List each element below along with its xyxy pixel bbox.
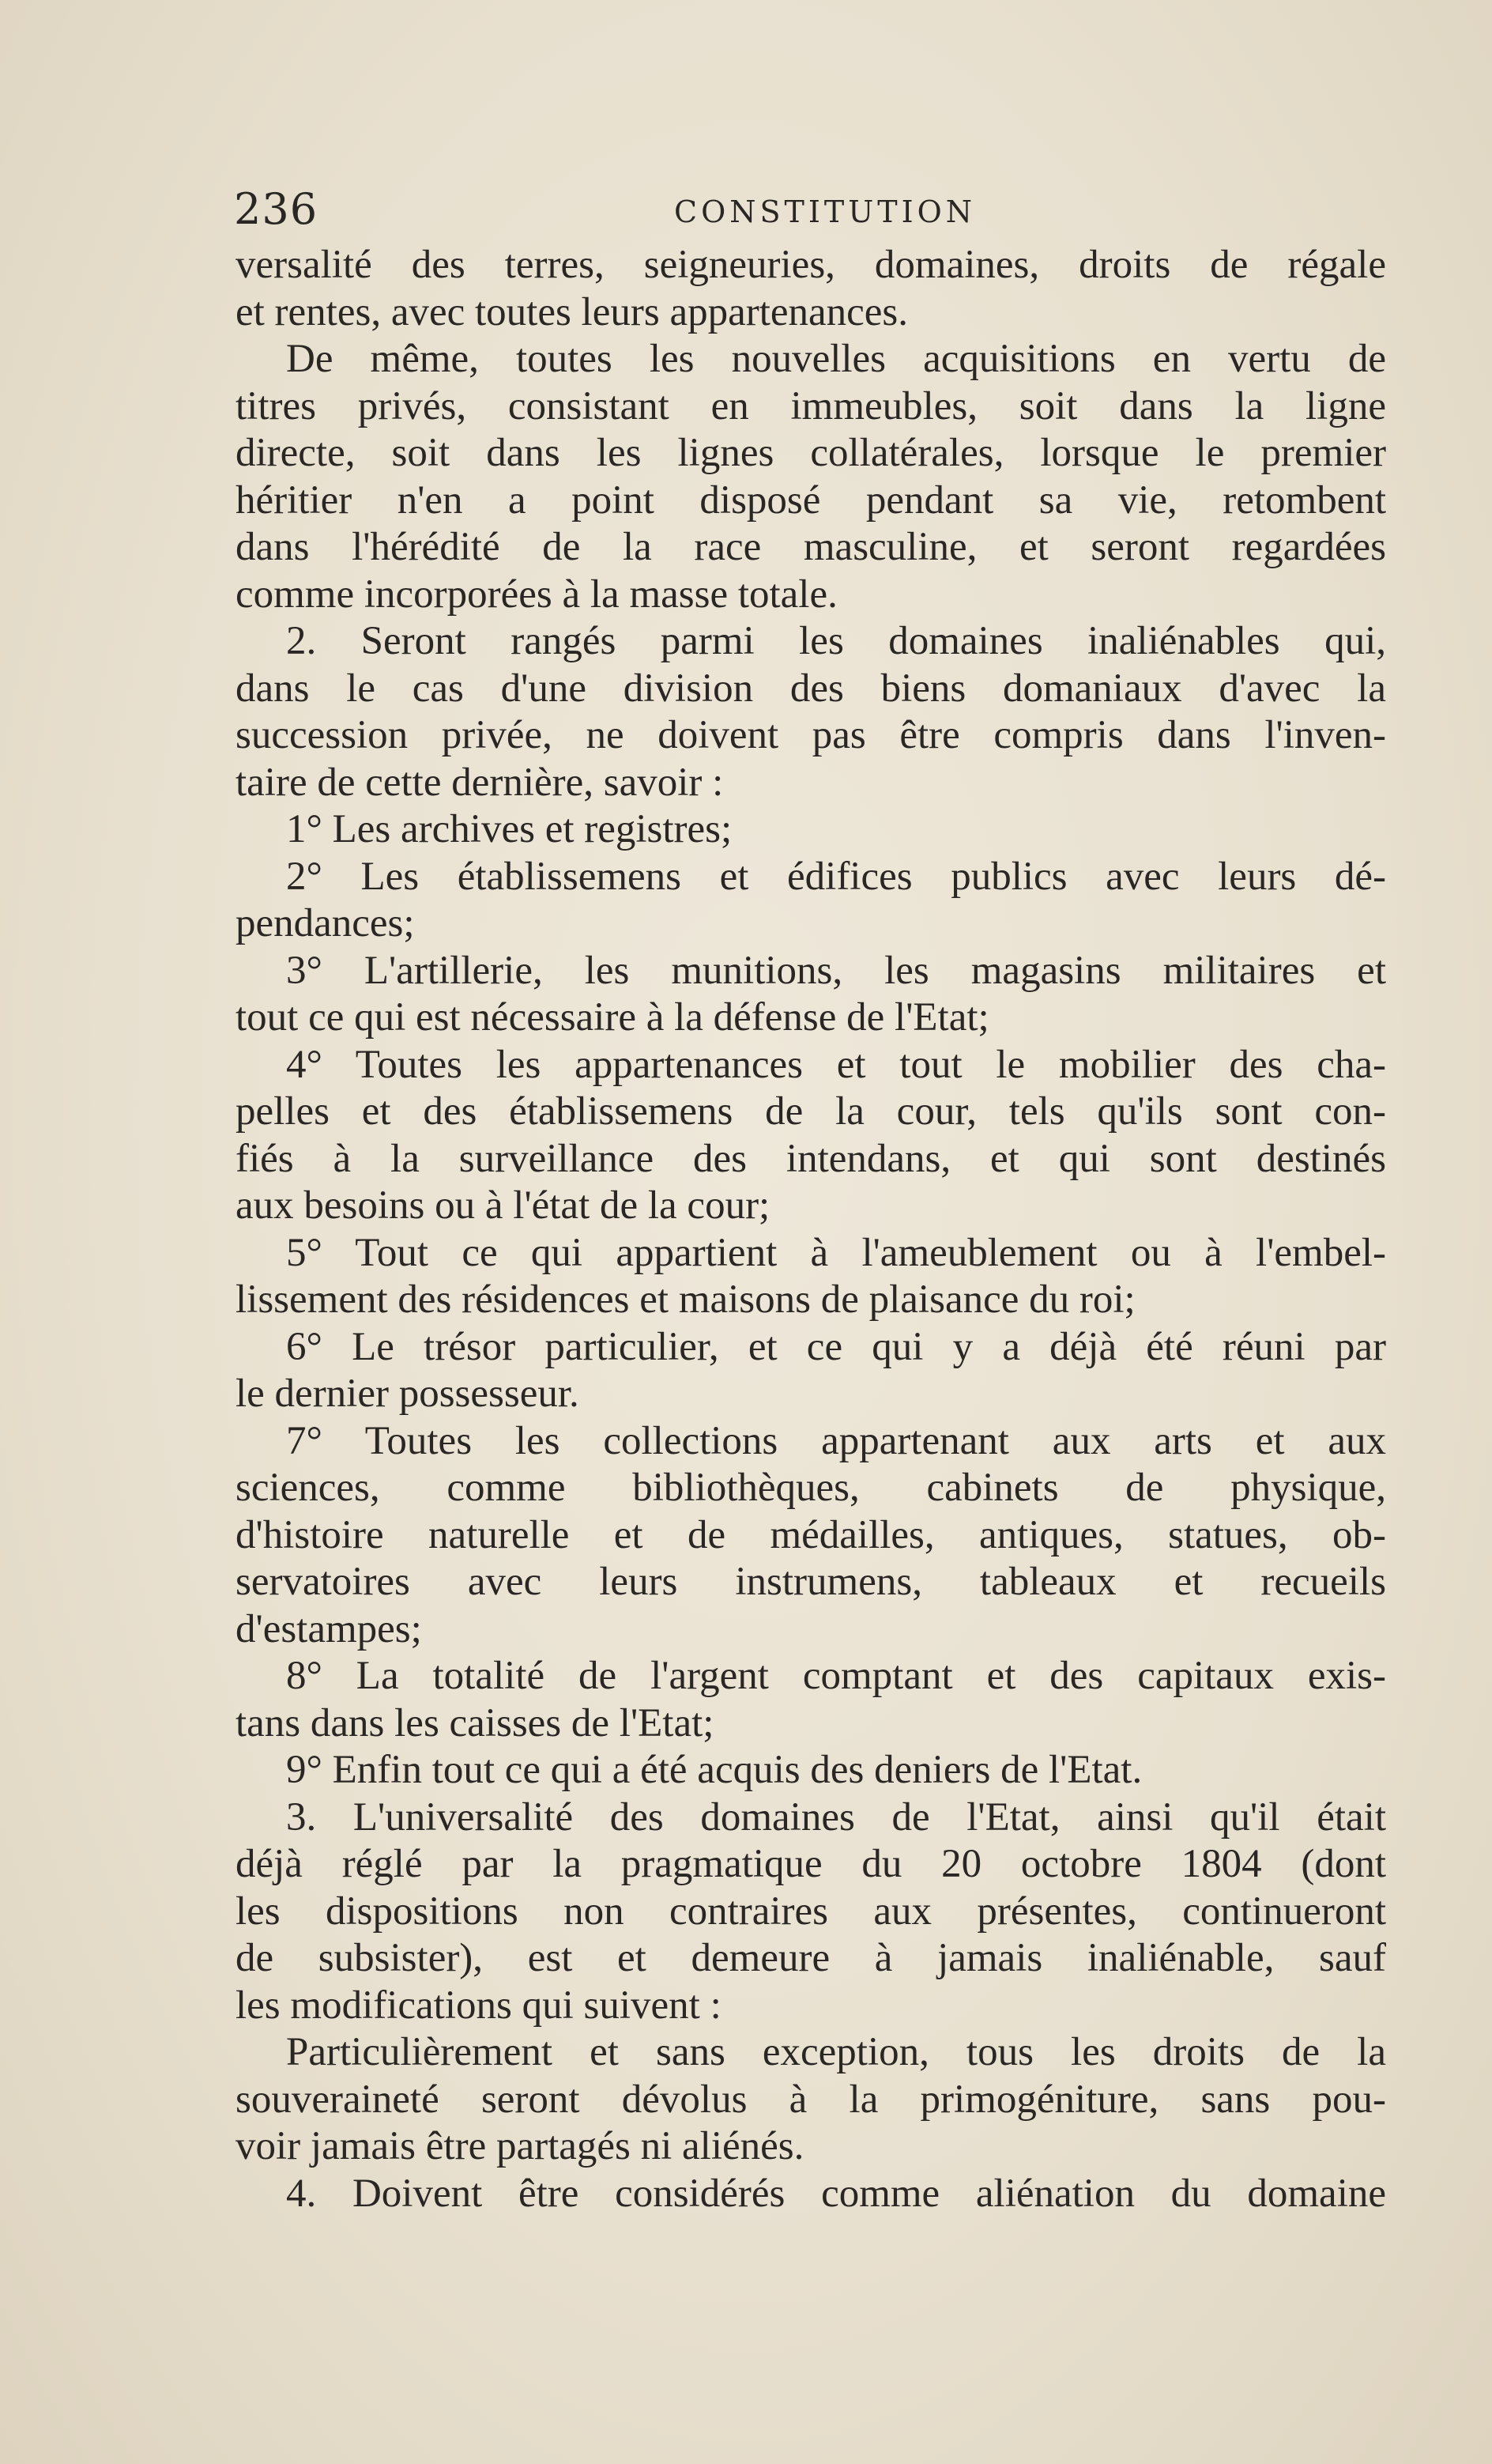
text-line: fiés à la surveillance des intendans, et qui sont destinés [235, 1136, 1386, 1181]
text-line: 2. Seront rangés parmi les domaines inaliénables qui, [286, 619, 1386, 663]
text-line: 9° Enfin tout ce qui a été acquis des deniers de l'Etat. [286, 1748, 1143, 1792]
text-line: tans dans les caisses de l'Etat; [235, 1700, 714, 1745]
text-line: 7° Toutes les collections appartenant aux arts et aux [286, 1418, 1386, 1463]
page-number: 236 [234, 184, 318, 234]
text-line: tout ce qui est nécessaire à la défense de l'Etat; [235, 995, 989, 1040]
text-line: 4° Toutes les appartenances et tout le mobilier des cha- [286, 1042, 1386, 1087]
body-text [235, 242, 1386, 2217]
text-line: succession privée, ne doivent pas être compris dans l'inven- [235, 713, 1386, 757]
text-line: le dernier possesseur. [235, 1372, 579, 1416]
text-line: pendances; [235, 901, 415, 945]
text-line: taire de cette dernière, savoir : [235, 760, 724, 805]
text-line: 3. L'universalité des domaines de l'Etat, ainsi qu'il était [286, 1794, 1386, 1840]
text-line: et rentes, avec toutes leurs appartenances. [235, 289, 909, 334]
text-line: sciences, comme bibliothèques, cabinets de physique, [235, 1466, 1386, 1510]
text-line: 3° L'artillerie, les munitions, les magasins militaires et [286, 948, 1386, 993]
text-line: héritier n'en a point disposé pendant sa vie, retombent [235, 477, 1386, 523]
text-line: lissement des résidences et maisons de plaisance du roi; [235, 1277, 1136, 1322]
text-line: versalité des terres, seigneuries, domaines, droits de régale [235, 243, 1386, 287]
text-line: 5° Tout ce qui appartient à l'ameublement ou à l'embel- [286, 1230, 1386, 1275]
text-line: 1° Les archives et registres; [286, 807, 733, 851]
text-line: d'histoire naturelle et de médailles, antiques, statues, ob- [235, 1512, 1386, 1557]
text-line: déjà réglé par la pragmatique du 20 octobre 1804 (dont [235, 1842, 1386, 1886]
text-line: directe, soit dans les lignes collatérales, lorsque le premier [235, 431, 1386, 475]
text-line: 6° Le trésor particulier, et ce qui y a déjà été réuni par [286, 1324, 1386, 1369]
text-line: 4. Doivent être considérés comme aliénation du domaine [286, 2171, 1386, 2216]
text-line: titres privés, consistant en immeubles, soit dans la ligne [235, 383, 1386, 428]
text-line: servatoires avec leurs instrumens, tableaux et recueils [235, 1560, 1386, 1604]
page-header [234, 182, 1385, 237]
text-line: comme incorporées à la masse totale. [235, 572, 838, 617]
text-line: dans le cas d'une division des biens domaniaux d'avec la [235, 666, 1386, 711]
text-line: 2° Les établissemens et édifices publics avec leurs dé- [286, 854, 1386, 899]
text-line: souveraineté seront dévolus à la primogéniture, sans pou- [235, 2077, 1386, 2122]
text-line: De même, toutes les nouvelles acquisitions en vertu de [286, 337, 1386, 381]
text-line: voir jamais être partagés ni aliénés. [235, 2124, 804, 2168]
text-line: Particulièrement et sans exception, tous les droits de la [286, 2030, 1386, 2074]
text-line: de subsister), est et demeure à jamais inaliénable, sauf [235, 1936, 1386, 1980]
text-line: pelles et des établissemens de la cour, tels qu'ils sont con- [235, 1089, 1386, 1134]
text-line: 8° La totalité de l'argent comptant et des capitaux exis- [286, 1654, 1386, 1698]
text-line: les modifications qui suivent : [235, 1983, 722, 2028]
text-line: d'estampes; [235, 1606, 422, 1651]
text-line: aux besoins ou à l'état de la cour; [235, 1183, 770, 1228]
text-line: les dispositions non contraires aux présentes, continueront [235, 1889, 1386, 1934]
text-line: dans l'hérédité de la race masculine, et seront regardées [235, 525, 1386, 569]
running-head: CONSTITUTION [674, 194, 976, 229]
